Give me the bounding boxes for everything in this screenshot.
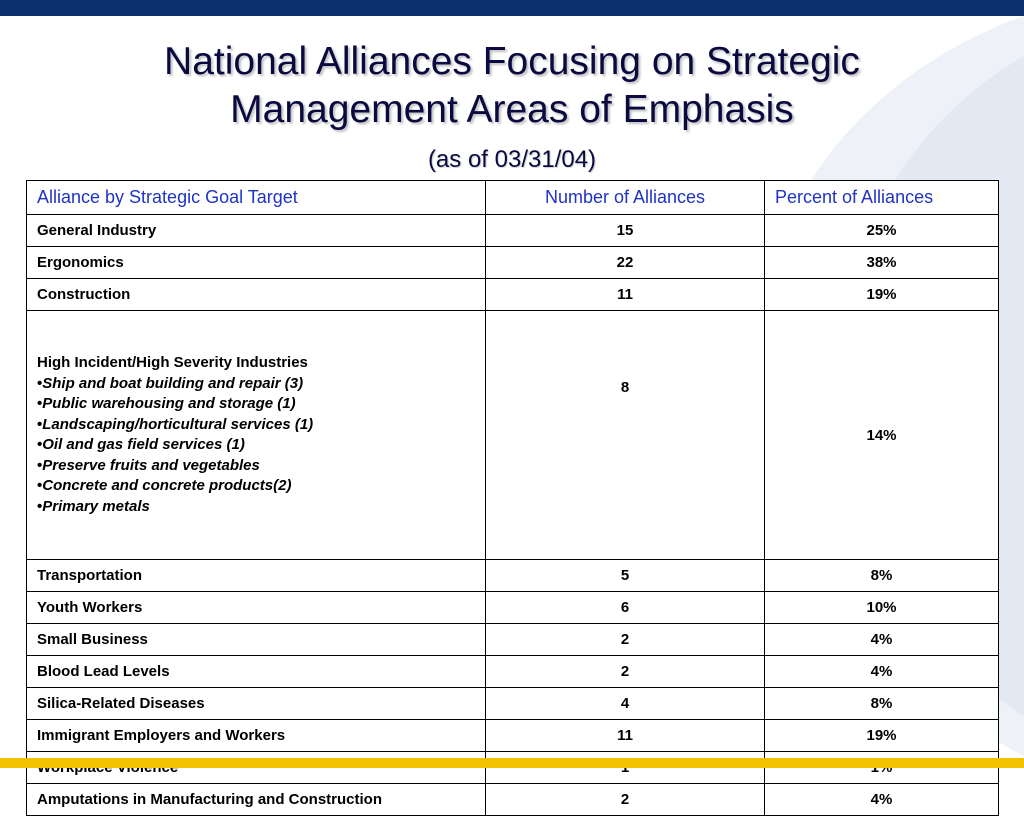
bottom-bar xyxy=(0,758,1024,768)
row-label: Immigrant Employers and Workers xyxy=(27,720,486,752)
row-label: Youth Workers xyxy=(27,592,486,624)
sub-item xyxy=(37,435,475,456)
header-percent: Percent of Alliances xyxy=(765,181,999,215)
top-bar xyxy=(0,0,1024,16)
row-label: High Incident/High Severity Industries xyxy=(37,354,308,371)
row-percent: 14% xyxy=(765,311,999,560)
table-row xyxy=(27,592,999,624)
row-percent: 4% xyxy=(765,656,999,688)
page-subtitle: (as of 03/31/04) xyxy=(427,146,597,173)
sub-item xyxy=(37,394,475,415)
sub-item xyxy=(37,456,475,477)
title-line-2: Management Areas of Emphasis xyxy=(230,88,794,131)
table-row xyxy=(27,247,999,279)
row-label: General Industry xyxy=(27,215,486,247)
row-percent: 8% xyxy=(765,560,999,592)
row-label: Amputations in Manufacturing and Construction xyxy=(27,784,486,816)
sub-item xyxy=(37,476,475,497)
row-label-group xyxy=(27,311,486,560)
row-label: Silica-Related Diseases xyxy=(27,688,486,720)
row-percent: 25% xyxy=(765,215,999,247)
table-row xyxy=(27,784,999,816)
table-row xyxy=(27,624,999,656)
row-count: 15 xyxy=(486,215,765,247)
alliances-table xyxy=(26,180,999,816)
table-row xyxy=(27,279,999,311)
row-label: Construction xyxy=(27,279,486,311)
row-count: 2 xyxy=(486,624,765,656)
row-count: 2 xyxy=(486,656,765,688)
sub-item-text: Ship and boat building and repair (3) xyxy=(42,374,304,392)
sub-item xyxy=(37,497,475,518)
table-row xyxy=(27,656,999,688)
row-count: 4 xyxy=(486,688,765,720)
row-percent: 19% xyxy=(765,279,999,311)
page-title xyxy=(0,38,1024,134)
sub-item xyxy=(37,415,475,436)
row-percent: 4% xyxy=(765,624,999,656)
sub-item xyxy=(37,374,475,395)
row-label: Ergonomics xyxy=(27,247,486,279)
row-label: Small Business xyxy=(27,624,486,656)
sub-item-list xyxy=(37,374,475,518)
table-row-high-severity xyxy=(27,311,999,560)
row-label: Blood Lead Levels xyxy=(27,656,486,688)
row-percent: 38% xyxy=(765,247,999,279)
row-count: 11 xyxy=(486,720,765,752)
row-count: 11 xyxy=(486,279,765,311)
sub-item-text: Primary metals xyxy=(42,497,150,515)
sub-item-text: Landscaping/horticultural services (1) xyxy=(42,415,314,433)
row-percent: 19% xyxy=(765,720,999,752)
sub-item-text: Preserve fruits and vegetables xyxy=(42,456,260,474)
sub-item-text: Oil and gas field services (1) xyxy=(42,436,245,453)
row-percent: 10% xyxy=(765,592,999,624)
table-row xyxy=(27,215,999,247)
row-count: 5 xyxy=(486,560,765,592)
sub-item-text: Concrete and concrete products(2) xyxy=(42,477,292,494)
row-percent: 8% xyxy=(765,688,999,720)
header-alliance: Alliance by Strategic Goal Target xyxy=(27,181,486,215)
sub-item-text: Public warehousing and storage (1) xyxy=(42,395,296,412)
table-row xyxy=(27,720,999,752)
row-percent: 4% xyxy=(765,784,999,816)
table-header-row xyxy=(27,181,999,215)
header-count: Number of Alliances xyxy=(486,181,765,215)
row-count: 6 xyxy=(486,592,765,624)
title-line-1: National Alliances Focusing on Strategic xyxy=(164,40,860,83)
row-count: 2 xyxy=(486,784,765,816)
row-count: 8 xyxy=(486,311,765,560)
row-label: Transportation xyxy=(27,560,486,592)
row-count: 22 xyxy=(486,247,765,279)
table-row xyxy=(27,560,999,592)
table-row xyxy=(27,688,999,720)
